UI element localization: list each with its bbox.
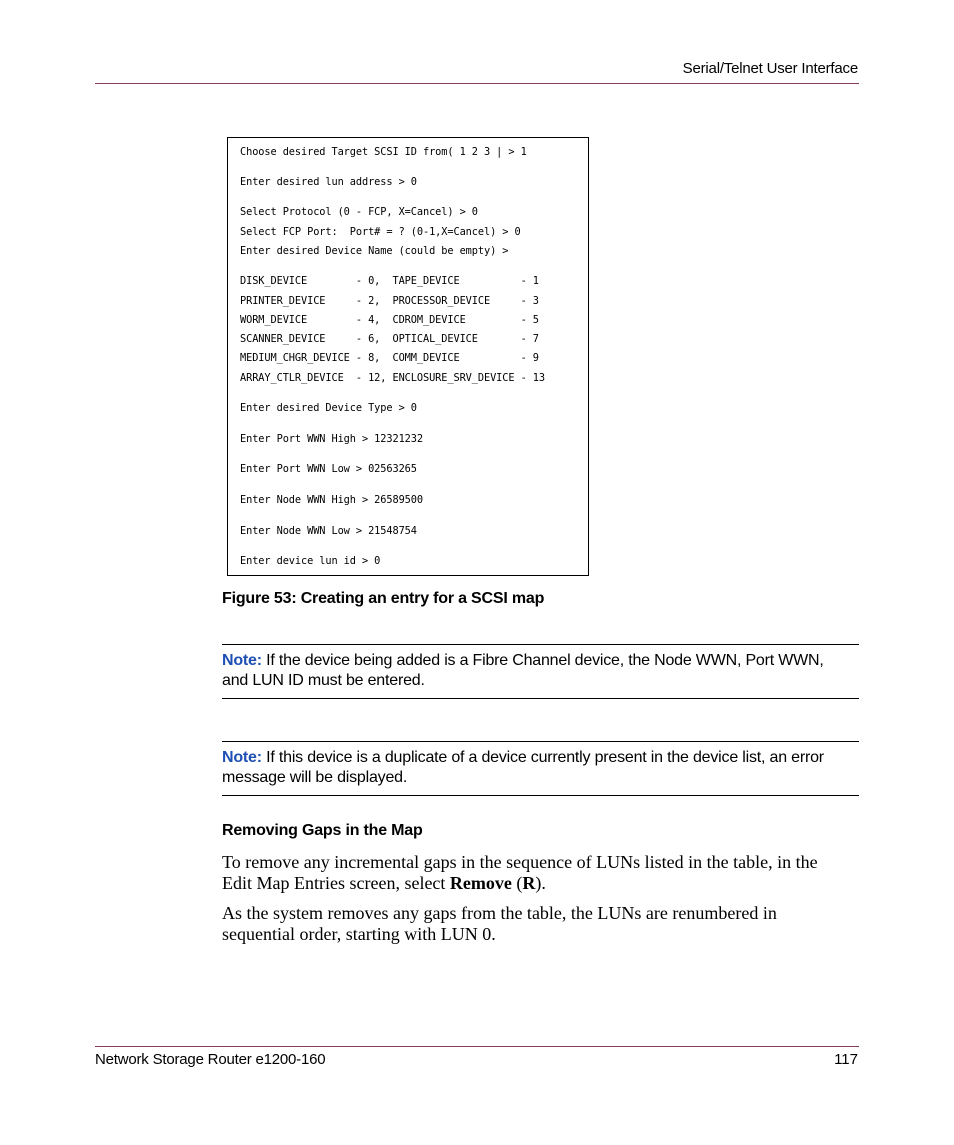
note-rule <box>222 644 859 645</box>
terminal-line: Enter Node WWN Low > 21548754 <box>240 525 417 537</box>
body-paragraph <box>222 852 852 894</box>
note-rule <box>222 795 859 796</box>
remove-shortcut-key: R <box>522 873 536 893</box>
body-paragraph: As the system removes any gaps from the table, the LUNs are renumbered in sequential order, starting with LUN 0. <box>222 903 777 944</box>
terminal-line: Select FCP Port: Port# = ? (0-1,X=Cancel) > 0 <box>240 226 521 238</box>
paragraph-text: To remove any incremental gaps in the sequence of LUNs listed in the table, in the Edit Map Entries screen, select <box>222 852 818 893</box>
page-number: 117 <box>834 1051 858 1068</box>
terminal-line: Enter device lun id > 0 <box>240 555 381 567</box>
note-text: If this device is a duplicate of a device currently present in the device list, an error message will be displayed. <box>222 749 824 786</box>
terminal-screenshot <box>227 137 589 576</box>
terminal-line: MEDIUM_CHGR_DEVICE - 8, COMM_DEVICE - 9 <box>240 352 539 364</box>
note-rule <box>222 698 859 699</box>
paragraph-text: ( <box>511 873 523 893</box>
section-heading: Removing Gaps in the Map <box>222 822 423 839</box>
terminal-line: ARRAY_CTLR_DEVICE - 12, ENCLOSURE_SRV_DEVICE - 13 <box>240 372 545 384</box>
note-rule <box>222 741 859 742</box>
note-text: If the device being added is a Fibre Channel device, the Node WWN, Port WWN, and LUN ID must be entered. <box>222 652 824 689</box>
note-block <box>222 651 842 691</box>
terminal-line: SCANNER_DEVICE - 6, OPTICAL_DEVICE - 7 <box>240 333 539 345</box>
terminal-line: DISK_DEVICE - 0, TAPE_DEVICE - 1 <box>240 275 539 287</box>
terminal-line: Enter Port WWN Low > 02563265 <box>240 463 417 475</box>
terminal-line: PRINTER_DEVICE - 2, PROCESSOR_DEVICE - 3 <box>240 295 539 307</box>
note-block <box>222 748 842 788</box>
figure-caption: Figure 53: Creating an entry for a SCSI map <box>222 590 545 607</box>
footer-title: Network Storage Router e1200-160 <box>95 1051 326 1068</box>
paragraph-text: ). <box>535 873 546 893</box>
terminal-line: Choose desired Target SCSI ID from( 1 2 3 | > 1 <box>240 146 527 158</box>
note-label: Note: <box>222 749 262 766</box>
terminal-line: Enter desired Device Name (could be empty) > <box>240 245 509 257</box>
terminal-line: WORM_DEVICE - 4, CDROM_DEVICE - 5 <box>240 314 539 326</box>
terminal-line: Enter desired Device Type > 0 <box>240 402 417 414</box>
terminal-line: Enter Node WWN High > 26589500 <box>240 494 423 506</box>
running-header: Serial/Telnet User Interface <box>682 60 858 77</box>
note-label: Note: <box>222 652 262 669</box>
terminal-line: Enter Port WWN High > 12321232 <box>240 433 423 445</box>
header-rule <box>95 83 859 84</box>
footer-rule <box>95 1046 859 1047</box>
terminal-line: Enter desired lun address > 0 <box>240 176 417 188</box>
remove-command: Remove <box>449 873 512 893</box>
terminal-line: Select Protocol (0 - FCP, X=Cancel) > 0 <box>240 206 478 218</box>
